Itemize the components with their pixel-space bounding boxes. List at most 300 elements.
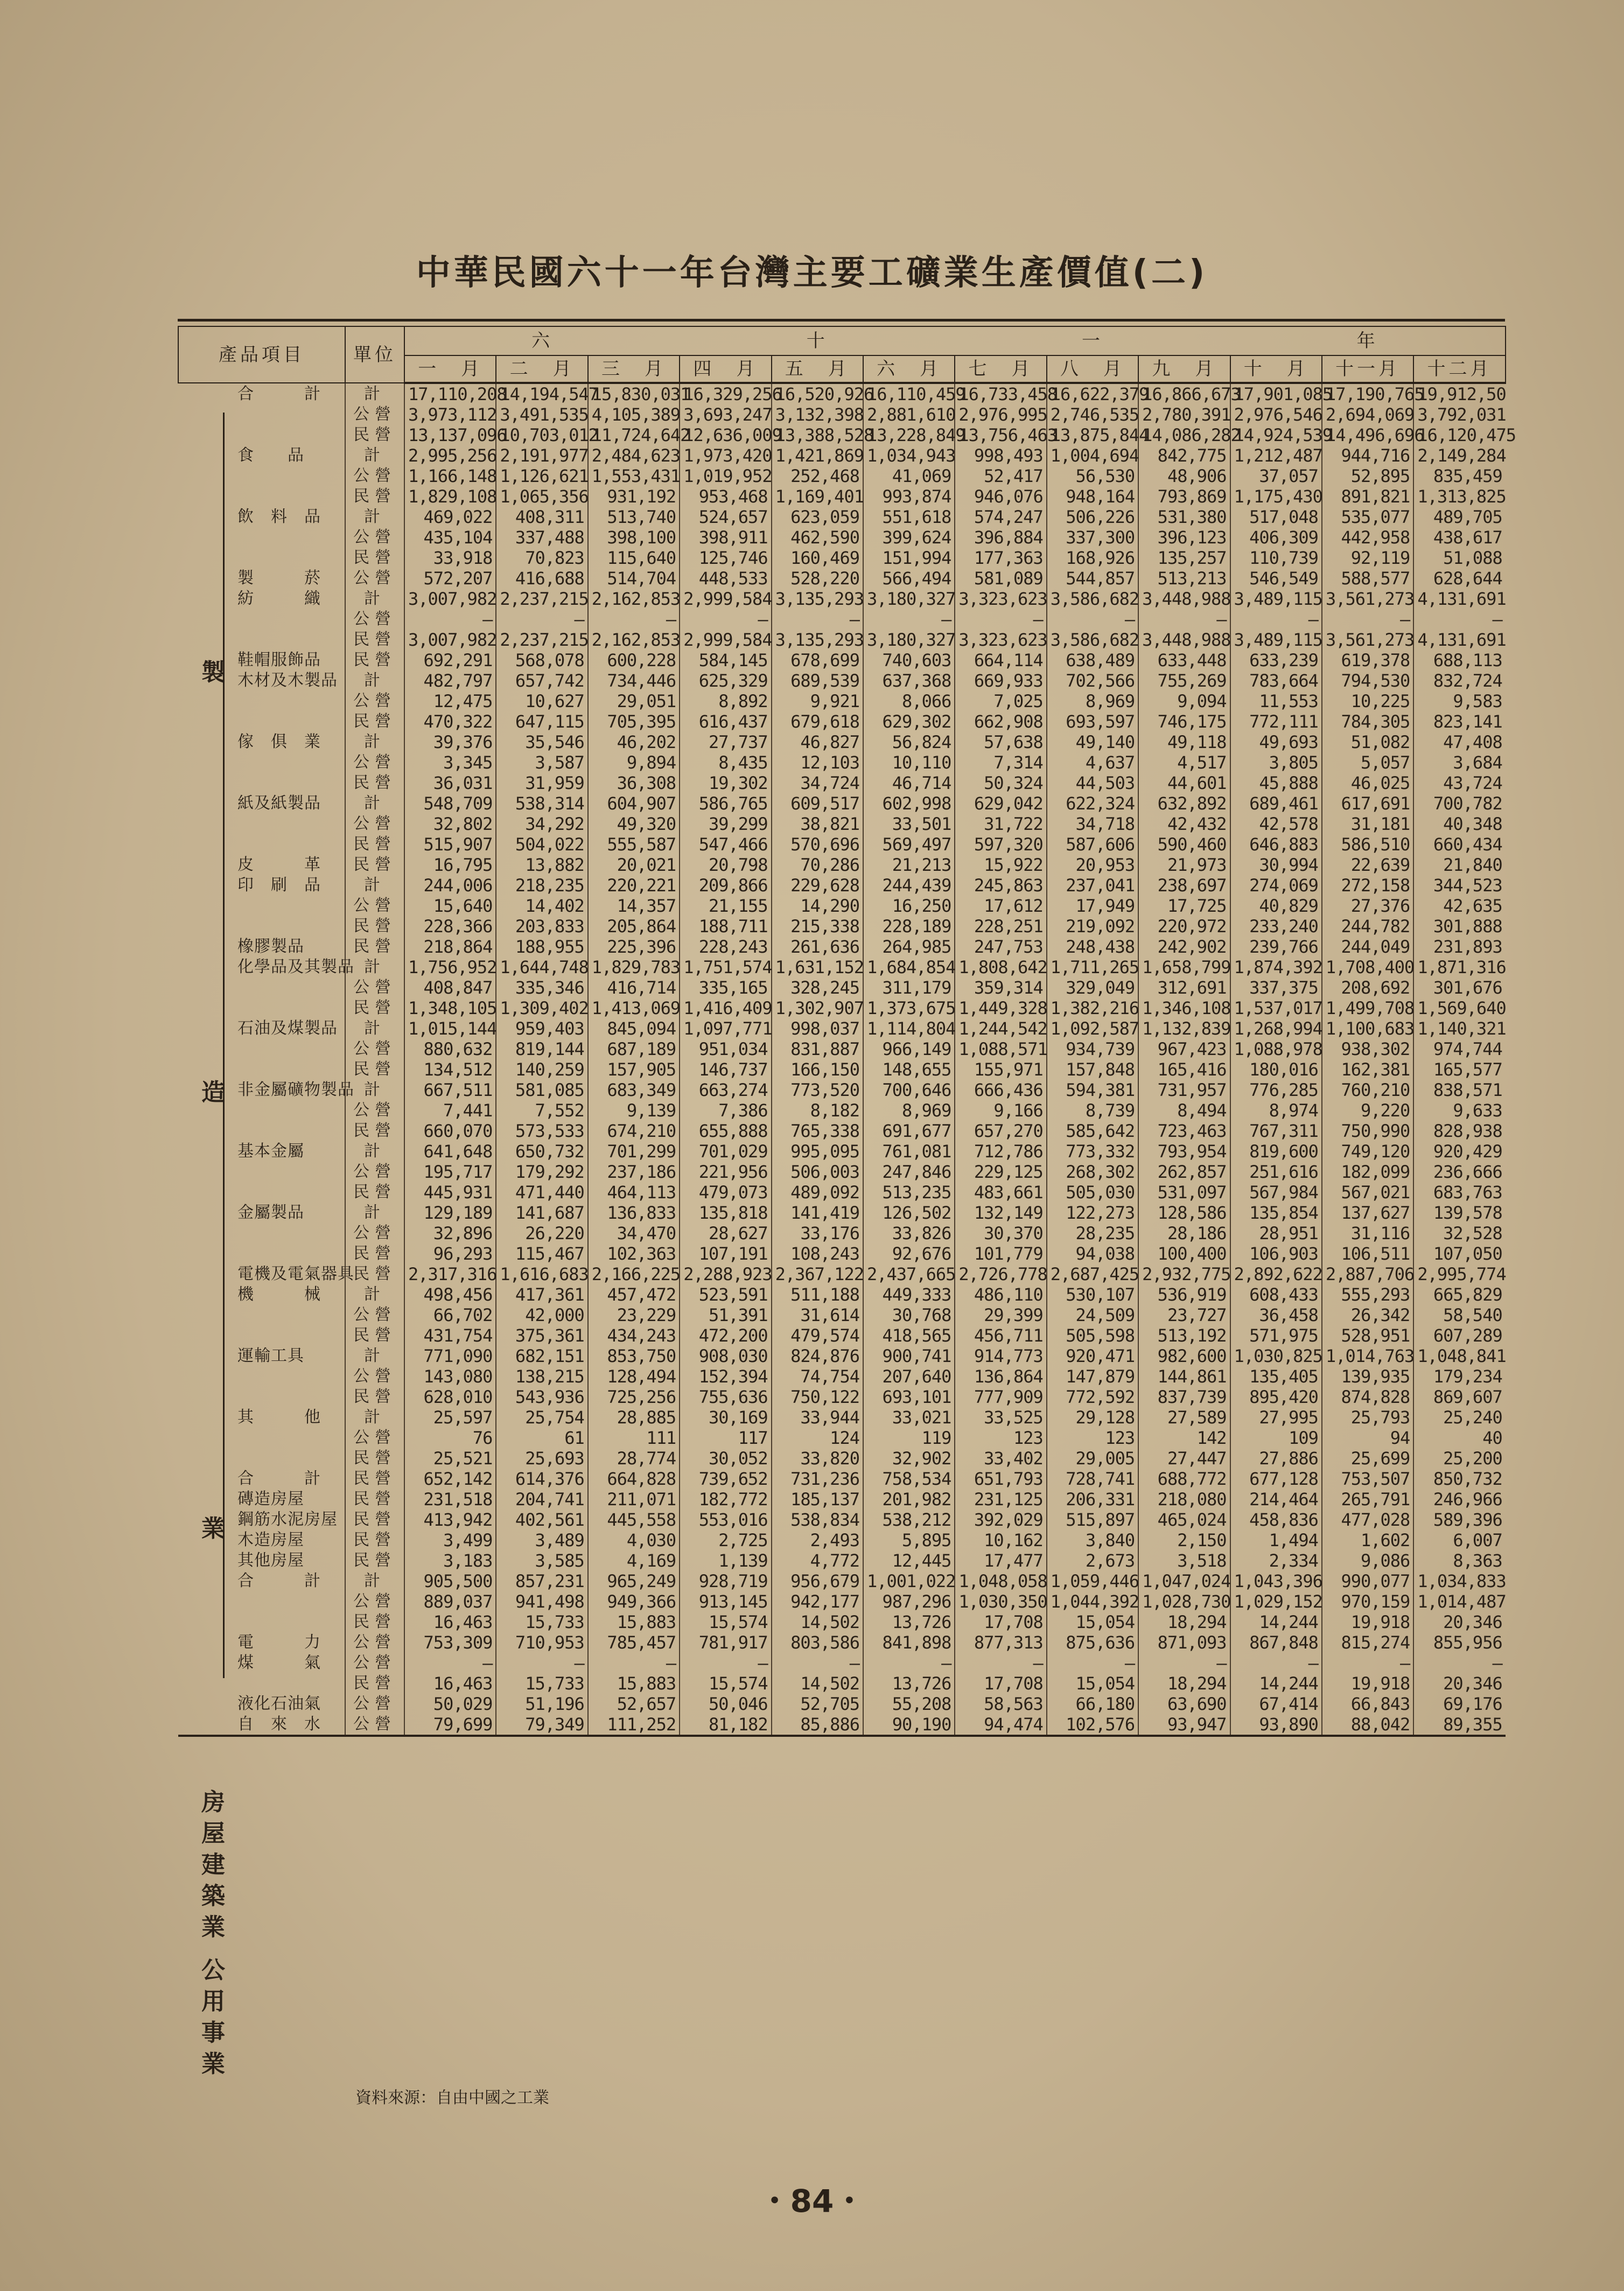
value-cell: 25,699 — [1322, 1448, 1413, 1469]
value-cell: 570,696 — [772, 834, 863, 855]
value-cell: 823,141 — [1413, 711, 1505, 732]
value-cell: 4,131,691 — [1413, 589, 1505, 609]
table-row — [178, 1305, 1506, 1325]
value-cell: 208,692 — [1322, 977, 1413, 998]
value-cell: 1,044,392 — [1047, 1591, 1138, 1612]
value-cell: 974,744 — [1413, 1039, 1505, 1059]
row-unit: 民營 — [345, 1264, 404, 1284]
value-cell: 25,597 — [404, 1407, 496, 1428]
row-item-label — [178, 773, 345, 793]
header-month: 十一月 — [1322, 355, 1413, 383]
value-cell: 1,602 — [1322, 1530, 1413, 1550]
value-cell: 63,690 — [1138, 1694, 1230, 1714]
value-cell: 34,718 — [1047, 814, 1138, 834]
value-cell: 8,974 — [1230, 1100, 1322, 1121]
value-cell: 3,323,623 — [955, 589, 1046, 609]
value-cell: 965,249 — [588, 1571, 680, 1591]
value-cell: 548,709 — [404, 793, 496, 814]
table-row — [178, 1428, 1506, 1448]
value-cell: 17,725 — [1138, 896, 1230, 916]
value-cell: 144,861 — [1138, 1366, 1230, 1387]
value-cell: 37,057 — [1230, 466, 1322, 486]
table-row — [178, 814, 1506, 834]
value-cell: 30,052 — [680, 1448, 771, 1469]
group-char: 公 — [201, 1957, 225, 1984]
value-cell: 3,448,988 — [1138, 589, 1230, 609]
table-row — [178, 1653, 1506, 1673]
value-cell: 129,189 — [404, 1203, 496, 1223]
value-cell: 49,118 — [1138, 732, 1230, 752]
value-cell: 2,892,622 — [1230, 1264, 1322, 1284]
value-cell: 1,140,321 — [1413, 1018, 1505, 1039]
value-cell: 622,324 — [1047, 793, 1138, 814]
value-cell: 2,150 — [1138, 1530, 1230, 1550]
value-cell: 705,395 — [588, 711, 680, 732]
row-unit: 公營 — [345, 1591, 404, 1612]
value-cell: 3,183 — [404, 1550, 496, 1571]
table-row — [178, 568, 1506, 589]
value-cell: 123 — [955, 1428, 1046, 1448]
value-cell: 4,131,691 — [1413, 630, 1505, 650]
value-cell: 2,317,316 — [404, 1264, 496, 1284]
value-cell: — — [1047, 1653, 1138, 1673]
value-cell: 772,111 — [1230, 711, 1322, 732]
value-cell: 9,166 — [955, 1100, 1046, 1121]
value-cell: 101,779 — [955, 1244, 1046, 1264]
value-cell: 3,587 — [496, 752, 587, 773]
value-cell: 734,446 — [588, 670, 680, 691]
table-row — [178, 507, 1506, 527]
value-cell: 337,300 — [1047, 527, 1138, 548]
value-cell: 3,323,623 — [955, 630, 1046, 650]
value-cell: 5,057 — [1322, 752, 1413, 773]
header-year-char: 十 — [680, 326, 955, 355]
value-cell: 688,113 — [1413, 650, 1505, 670]
value-cell: 617,691 — [1322, 793, 1413, 814]
header-month: 二 月 — [496, 355, 587, 383]
row-unit: 民營 — [345, 1244, 404, 1264]
value-cell: 664,828 — [588, 1469, 680, 1489]
value-cell: 755,269 — [1138, 670, 1230, 691]
value-cell: 8,969 — [863, 1100, 955, 1121]
value-cell: 528,220 — [772, 568, 863, 589]
value-cell: 1,065,356 — [496, 486, 587, 507]
row-unit: 公營 — [345, 896, 404, 916]
value-cell: 166,150 — [772, 1059, 863, 1080]
value-cell: 399,624 — [863, 527, 955, 548]
value-cell: 1,034,943 — [863, 445, 955, 466]
value-cell: 2,437,665 — [863, 1264, 955, 1284]
value-cell: — — [680, 609, 771, 630]
value-cell: 1,029,152 — [1230, 1591, 1322, 1612]
value-cell: 728,741 — [1047, 1469, 1138, 1489]
value-cell: 242,902 — [1138, 937, 1230, 957]
table-row — [178, 1714, 1506, 1736]
value-cell: 479,073 — [680, 1182, 771, 1203]
value-cell: 136,864 — [955, 1366, 1046, 1387]
value-cell: 61 — [496, 1428, 587, 1448]
value-cell: 920,471 — [1047, 1346, 1138, 1366]
value-cell: 1,244,542 — [955, 1018, 1046, 1039]
table-row — [178, 486, 1506, 507]
value-cell: 567,984 — [1230, 1182, 1322, 1203]
value-cell: 608,433 — [1230, 1284, 1322, 1305]
value-cell: 44,601 — [1138, 773, 1230, 793]
value-cell: — — [1322, 1653, 1413, 1673]
value-cell: 148,655 — [863, 1059, 955, 1080]
page-title: 中華民國六十一年台灣主要工礦業生產價值(二) — [416, 253, 1208, 293]
value-cell: 16,795 — [404, 855, 496, 875]
value-cell: 683,763 — [1413, 1182, 1505, 1203]
value-cell: 14,194,547 — [496, 383, 587, 404]
value-cell: 803,586 — [772, 1632, 863, 1653]
value-cell: 700,646 — [863, 1080, 955, 1100]
value-cell: 244,049 — [1322, 937, 1413, 957]
value-cell: 666,436 — [955, 1080, 1046, 1100]
value-cell: 162,381 — [1322, 1059, 1413, 1080]
value-cell: 14,502 — [772, 1673, 863, 1694]
value-cell: 14,502 — [772, 1612, 863, 1632]
value-cell: 272,158 — [1322, 875, 1413, 896]
value-cell: 1,169,401 — [772, 486, 863, 507]
value-cell: 265,791 — [1322, 1489, 1413, 1510]
value-cell: 115,640 — [588, 548, 680, 568]
row-item-label: 飲 料 品 — [237, 507, 321, 526]
value-cell: 29,051 — [588, 691, 680, 711]
value-cell: 1,808,642 — [955, 957, 1046, 977]
value-cell: 1,092,587 — [1047, 1018, 1138, 1039]
value-cell: 85,886 — [772, 1714, 863, 1736]
value-cell: 951,034 — [680, 1039, 771, 1059]
value-cell: 1,874,392 — [1230, 957, 1322, 977]
value-cell: 36,458 — [1230, 1305, 1322, 1325]
value-cell: 1,019,952 — [680, 466, 771, 486]
row-unit: 計 — [345, 793, 404, 814]
value-cell: 244,439 — [863, 875, 955, 896]
value-cell: 20,346 — [1413, 1612, 1505, 1632]
value-cell: 16,120,475 — [1413, 425, 1505, 445]
table-body — [178, 383, 1516, 1736]
value-cell: 188,955 — [496, 937, 587, 957]
value-cell: 483,661 — [955, 1182, 1046, 1203]
value-cell: 67,414 — [1230, 1694, 1322, 1714]
value-cell: 2,288,923 — [680, 1264, 771, 1284]
value-cell: — — [863, 609, 955, 630]
value-cell: 777,909 — [955, 1387, 1046, 1407]
value-cell: 776,285 — [1230, 1080, 1322, 1100]
value-cell: 225,396 — [588, 937, 680, 957]
value-cell: 2,493 — [772, 1530, 863, 1550]
table-row — [178, 896, 1506, 916]
row-unit: 民營 — [345, 1612, 404, 1632]
value-cell: 877,313 — [955, 1632, 1046, 1653]
value-cell: 128,494 — [588, 1366, 680, 1387]
value-cell: 274,069 — [1230, 875, 1322, 896]
value-cell: 375,361 — [496, 1325, 587, 1346]
value-cell: 793,869 — [1138, 486, 1230, 507]
row-item-label: 非金屬礦物製品 — [237, 1080, 354, 1099]
value-cell: 252,468 — [772, 466, 863, 486]
value-cell: 188,711 — [680, 916, 771, 937]
value-cell: 657,270 — [955, 1121, 1046, 1141]
value-cell: 477,028 — [1322, 1510, 1413, 1530]
value-cell: 406,309 — [1230, 527, 1322, 548]
value-cell: 773,520 — [772, 1080, 863, 1100]
value-cell: 498,456 — [404, 1284, 496, 1305]
value-cell: 944,716 — [1322, 445, 1413, 466]
table-row — [178, 1039, 1506, 1059]
value-cell: 948,164 — [1047, 486, 1138, 507]
value-cell: 867,848 — [1230, 1632, 1322, 1653]
value-cell: 46,714 — [863, 773, 955, 793]
value-cell: 555,587 — [588, 834, 680, 855]
value-cell: 731,957 — [1138, 1080, 1230, 1100]
value-cell: 146,737 — [680, 1059, 771, 1080]
value-cell: 702,566 — [1047, 670, 1138, 691]
value-cell: 517,048 — [1230, 507, 1322, 527]
value-cell: 33,918 — [404, 548, 496, 568]
value-cell: 753,507 — [1322, 1469, 1413, 1489]
value-cell: 966,149 — [863, 1039, 955, 1059]
value-cell: 28,627 — [680, 1223, 771, 1244]
value-cell: 1,048,841 — [1413, 1346, 1505, 1366]
value-cell: 7,314 — [955, 752, 1046, 773]
value-cell: 25,693 — [496, 1448, 587, 1469]
value-cell: 4,772 — [772, 1550, 863, 1571]
value-cell: 657,742 — [496, 670, 587, 691]
header-month: 七 月 — [955, 355, 1046, 383]
value-cell: 179,234 — [1413, 1366, 1505, 1387]
table-row — [178, 589, 1506, 609]
value-cell: 760,210 — [1322, 1080, 1413, 1100]
table-row — [178, 793, 1506, 814]
value-cell: 3,684 — [1413, 752, 1505, 773]
row-item-label — [178, 1366, 345, 1387]
value-cell: 637,368 — [863, 670, 955, 691]
table-row — [178, 1141, 1506, 1162]
value-cell: 125,746 — [680, 548, 771, 568]
value-cell: 674,210 — [588, 1121, 680, 1141]
value-cell: 115,467 — [496, 1244, 587, 1264]
row-unit: 計 — [345, 383, 404, 404]
value-cell: 33,826 — [863, 1223, 955, 1244]
table-row — [178, 1325, 1506, 1346]
value-cell: 139,578 — [1413, 1203, 1505, 1223]
value-cell: 46,025 — [1322, 773, 1413, 793]
value-cell: 470,322 — [404, 711, 496, 732]
row-item-label: 電 力 — [237, 1633, 321, 1652]
value-cell: 239,766 — [1230, 937, 1322, 957]
value-cell: 10,110 — [863, 752, 955, 773]
value-cell: 128,586 — [1138, 1203, 1230, 1223]
value-cell: — — [1047, 609, 1138, 630]
row-item-label: 運輸工具 — [237, 1346, 304, 1365]
value-cell: 219,092 — [1047, 916, 1138, 937]
row-unit: 計 — [345, 589, 404, 609]
value-cell: 66,180 — [1047, 1694, 1138, 1714]
row-item-label: 食 品 — [237, 446, 304, 465]
row-item-label: 石油及煤製品 — [237, 1019, 338, 1038]
value-cell: 15,574 — [680, 1673, 771, 1694]
value-cell: 74,754 — [772, 1366, 863, 1387]
value-cell: — — [1230, 609, 1322, 630]
value-cell: 359,314 — [955, 977, 1046, 998]
value-cell: 32,902 — [863, 1448, 955, 1469]
row-item-label — [178, 1039, 345, 1059]
value-cell: 2,673 — [1047, 1550, 1138, 1571]
table-row — [178, 1059, 1506, 1080]
value-cell: 538,212 — [863, 1510, 955, 1530]
table-row — [178, 670, 1506, 691]
value-cell: 581,085 — [496, 1080, 587, 1100]
row-unit: 民營 — [345, 1530, 404, 1550]
value-cell: 837,739 — [1138, 1387, 1230, 1407]
value-cell: 438,617 — [1413, 527, 1505, 548]
value-cell: 850,732 — [1413, 1469, 1505, 1489]
value-cell: 462,590 — [772, 527, 863, 548]
value-cell: 88,042 — [1322, 1714, 1413, 1736]
value-cell: 486,110 — [955, 1284, 1046, 1305]
value-cell: 218,080 — [1138, 1489, 1230, 1510]
value-cell: 14,086,282 — [1138, 425, 1230, 445]
value-cell: 824,876 — [772, 1346, 863, 1366]
value-cell: 8,892 — [680, 691, 771, 711]
value-cell: 967,423 — [1138, 1039, 1230, 1059]
value-cell: 652,142 — [404, 1469, 496, 1489]
value-cell: 1,043,396 — [1230, 1571, 1322, 1591]
value-cell: 594,381 — [1047, 1080, 1138, 1100]
value-cell: 11,553 — [1230, 691, 1322, 711]
value-cell: 203,833 — [496, 916, 587, 937]
value-cell: 9,583 — [1413, 691, 1505, 711]
row-unit: 民營 — [345, 998, 404, 1018]
row-item-label: 橡膠製品 — [237, 937, 304, 956]
row-item-label — [178, 977, 345, 998]
value-cell: 418,565 — [863, 1325, 955, 1346]
value-cell: 835,459 — [1413, 466, 1505, 486]
value-cell: 69,176 — [1413, 1694, 1505, 1714]
value-cell: 995,095 — [772, 1141, 863, 1162]
value-cell: 574,247 — [955, 507, 1046, 527]
value-cell: 337,375 — [1230, 977, 1322, 998]
value-cell: 244,782 — [1322, 916, 1413, 937]
value-cell: 457,472 — [588, 1284, 680, 1305]
row-item-label — [178, 814, 345, 834]
value-cell: 229,125 — [955, 1162, 1046, 1182]
header-year-char: 年 — [1230, 326, 1506, 355]
group-char: 造 — [201, 1079, 225, 1106]
value-cell: — — [680, 1653, 771, 1673]
table-row — [178, 1284, 1506, 1305]
value-cell: 536,919 — [1138, 1284, 1230, 1305]
value-cell: 7,552 — [496, 1100, 587, 1121]
table-row — [178, 916, 1506, 937]
row-item-label — [178, 1591, 345, 1612]
value-cell: 102,576 — [1047, 1714, 1138, 1736]
row-unit: 計 — [345, 1346, 404, 1366]
row-unit: 民營 — [345, 548, 404, 568]
value-cell: 838,571 — [1413, 1080, 1505, 1100]
value-cell: 465,024 — [1138, 1510, 1230, 1530]
value-cell: 111 — [588, 1428, 680, 1448]
value-cell: 2,999,584 — [680, 630, 771, 650]
table-row — [178, 1366, 1506, 1387]
value-cell: 1,100,683 — [1322, 1018, 1413, 1039]
table-row — [178, 752, 1506, 773]
value-cell: 3,561,273 — [1322, 630, 1413, 650]
value-cell: 40,348 — [1413, 814, 1505, 834]
value-cell: 573,533 — [496, 1121, 587, 1141]
row-unit: 計 — [345, 957, 404, 977]
value-cell: 19,918 — [1322, 1673, 1413, 1694]
value-cell: 244,006 — [404, 875, 496, 896]
value-cell: 528,951 — [1322, 1325, 1413, 1346]
row-unit: 民營 — [345, 1469, 404, 1489]
value-cell: 3,135,293 — [772, 630, 863, 650]
value-cell: 39,376 — [404, 732, 496, 752]
value-cell: 29,128 — [1047, 1407, 1138, 1428]
value-cell: 1,871,316 — [1413, 957, 1505, 977]
row-unit: 民營 — [345, 1059, 404, 1080]
table-row — [178, 1530, 1506, 1550]
header-unit: 單位 — [345, 326, 404, 383]
value-cell: 160,469 — [772, 548, 863, 568]
value-cell: 1,346,108 — [1138, 998, 1230, 1018]
value-cell: — — [1413, 1653, 1505, 1673]
value-cell: 31,614 — [772, 1305, 863, 1325]
row-item-label — [178, 1244, 345, 1264]
value-cell: 27,376 — [1322, 896, 1413, 916]
row-item-label: 其 他 — [237, 1408, 321, 1427]
value-cell: 311,179 — [863, 977, 955, 998]
value-cell: 701,299 — [588, 1141, 680, 1162]
table-row — [178, 1203, 1506, 1223]
table-row — [178, 466, 1506, 486]
value-cell: 94,474 — [955, 1714, 1046, 1736]
row-item-label: 金屬製品 — [237, 1203, 304, 1222]
value-cell: 793,954 — [1138, 1141, 1230, 1162]
value-cell: 228,366 — [404, 916, 496, 937]
row-unit: 民營 — [345, 1489, 404, 1510]
value-cell: 16,733,458 — [955, 383, 1046, 404]
row-unit: 民營 — [345, 773, 404, 793]
group-char: 屋 — [201, 1820, 225, 1847]
value-cell: 13,882 — [496, 855, 587, 875]
value-cell: — — [863, 1653, 955, 1673]
value-cell: 19,918 — [1322, 1612, 1413, 1632]
header-product: 產品項目 — [178, 326, 345, 383]
value-cell: 33,402 — [955, 1448, 1046, 1469]
value-cell: 6,007 — [1413, 1530, 1505, 1550]
value-cell: 3,805 — [1230, 752, 1322, 773]
value-cell: 781,917 — [680, 1632, 771, 1653]
row-item-label — [178, 1121, 345, 1141]
value-cell: 16,866,673 — [1138, 383, 1230, 404]
row-item-label — [178, 466, 345, 486]
value-cell: 117 — [680, 1428, 771, 1448]
value-cell: 905,500 — [404, 1571, 496, 1591]
value-cell: 2,149,284 — [1413, 445, 1505, 466]
value-cell: 32,802 — [404, 814, 496, 834]
value-cell: 3,792,031 — [1413, 404, 1505, 425]
row-item-label: 基本金屬 — [237, 1142, 304, 1161]
row-item-label: 煤 氣 — [237, 1653, 321, 1672]
value-cell: 28,774 — [588, 1448, 680, 1469]
value-cell: 123 — [1047, 1428, 1138, 1448]
row-item-label — [178, 1673, 345, 1694]
group-char: 業 — [201, 2050, 225, 2078]
value-cell: 51,196 — [496, 1694, 587, 1714]
